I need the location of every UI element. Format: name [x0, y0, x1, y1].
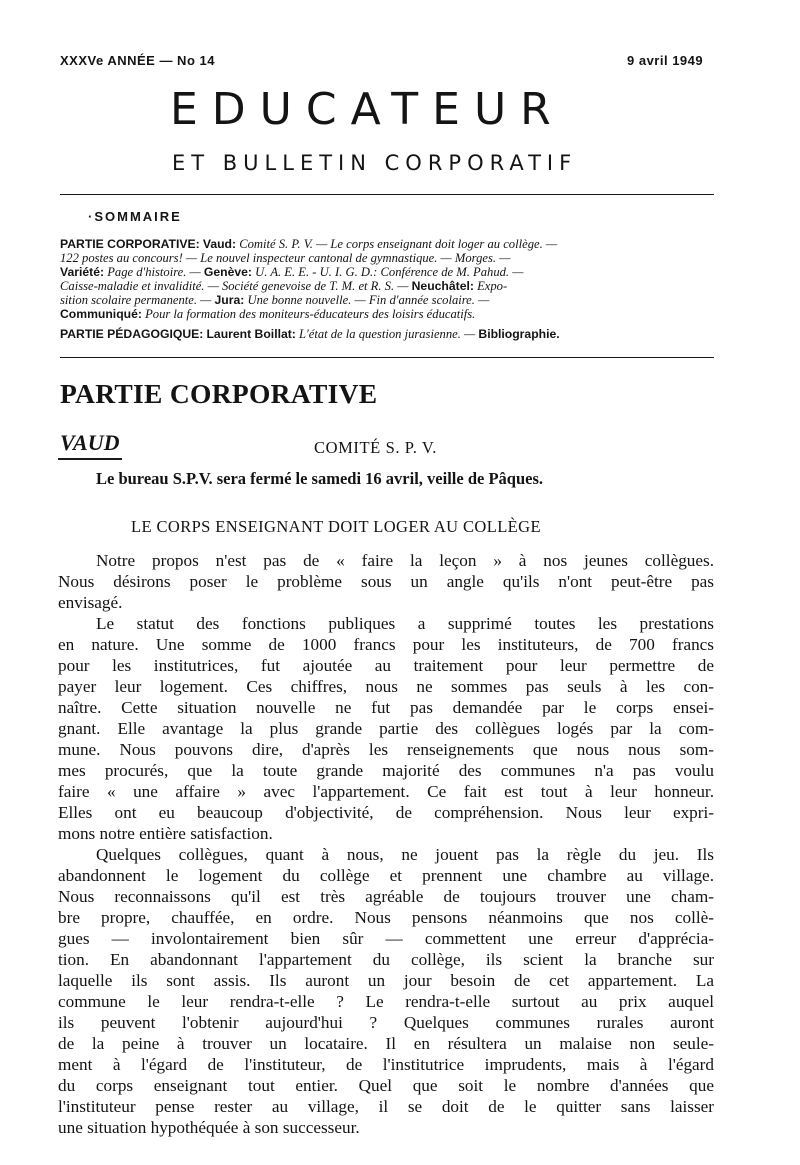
summary-line: 122 postes au concours! — Le nouvel inspecteur cantonal de gymnastique. — Morges. —	[60, 251, 511, 265]
article-line: commune le leur rendra-t-elle ? Le rendra-t-elle surtout au prix auquel	[58, 992, 714, 1011]
article-line: ils peuvent l'obtenir aujourd'hui ? Quelques communes rurales auront	[58, 1013, 714, 1032]
article-line: Nous désirons poser le problème sous un angle qu'ils n'ont peut-être pas	[58, 572, 714, 591]
article-line: une situation hypothéquée à son successeur.	[58, 1118, 360, 1137]
notice-text: Le bureau S.P.V. sera fermé le samedi 16 avril, veille de Pâques.	[96, 469, 543, 488]
article-title: LE CORPS ENSEIGNANT DOIT LOGER AU COLLÈGE	[131, 517, 541, 536]
article-line: laquelle ils sont assis. Ils auront un jour besoin de cet appartement. La	[58, 971, 714, 990]
issue-date: 9 avril 1949	[627, 53, 704, 68]
article-line: gnant. Elle avantage la plus grande partie des collègues logés par la com-	[58, 719, 714, 738]
article-line: mons notre entière satisfaction.	[58, 824, 273, 843]
summary-line: sition scolaire permanente. — Jura: Une bonne nouvelle. — Fin d'année scolaire. —	[60, 293, 490, 307]
article-line: Le statut des fonctions publiques a supprimé toutes les prestations	[96, 614, 714, 633]
masthead-rule	[60, 194, 714, 195]
article-line: en nature. Une somme de 1000 francs pour les instituteurs, de 700 francs	[58, 635, 714, 654]
article-line: mune. Nous pouvons dire, d'après les renseignements que nous nous som-	[58, 740, 714, 759]
article-line: envisagé.	[58, 593, 123, 612]
summary-line: PARTIE PÉDAGOGIQUE: Laurent Boillat: L'état de la question jurasienne. — Bibliographie.	[60, 327, 560, 341]
article-line: pour les institutrices, fut ajoutée au traitement pour leur permettre de	[58, 656, 714, 675]
article-line: payer leur logement. Ces chiffres, nous ne sommes pas seuls à les con-	[58, 677, 714, 696]
article-line: de la peine à trouver un locataire. Il en résultera un malaise non seule-	[58, 1034, 714, 1053]
article-line: Quelques collègues, quant à nous, ne jouent pas la règle du jeu. Ils	[96, 845, 714, 864]
article-line: bre propre, chauffée, en ordre. Nous pensons néanmoins que nos collè-	[58, 908, 714, 927]
article-line: Nous reconnaissons qu'il est très agréable de toujours trouver une cham-	[58, 887, 714, 906]
summary-rule	[60, 357, 714, 358]
masthead-title: EDUCATEUR	[170, 84, 565, 135]
article-line: mes procurés, que la toute grande majorité des communes n'a pas voulu	[58, 761, 714, 780]
summary-line: Communiqué: Pour la formation des moniteurs-éducateurs des loisirs éducatifs.	[60, 307, 476, 321]
issue-number: XXXVe ANNÉE — No 14	[60, 53, 215, 68]
article-line: tion. En abandonnant l'appartement du collège, ils scient la branche sur	[58, 950, 714, 969]
article-line: faire « une affaire » avec l'appartement. Ce fait est tout à leur honneur.	[58, 782, 714, 801]
summary-heading: ·SOMMAIRE	[88, 209, 182, 224]
article-line: Notre propos n'est pas de « faire la leçon » à nos jeunes collègues.	[96, 551, 714, 570]
article-line: gues — involontairement bien sûr — commettent une erreur d'apprécia-	[58, 929, 714, 948]
section-title: PARTIE CORPORATIVE	[60, 378, 378, 409]
article-line: ment à l'égard de l'instituteur, de l'institutrice imprudents, mais à l'égard	[58, 1055, 714, 1074]
article-line: abandonnent le logement du collège et prennent une chambre au village.	[58, 866, 714, 885]
region-heading: VAUD	[60, 430, 120, 455]
masthead-subtitle: ET BULLETIN CORPORATIF	[172, 151, 578, 175]
summary-line: Variété: Page d'histoire. — Genève: U. A. E. E. - U. I. G. D.: Conférence de M. Pahud. —	[60, 265, 524, 279]
article-line: Elles ont eu beaucoup d'objectivité, de compréhension. Nous leur expri-	[58, 803, 714, 822]
article-line: du corps enseignant tout entier. Quel que soit le nombre d'années que	[58, 1076, 714, 1095]
article-line: l'instituteur pense rester au village, il se doit de le quitter sans laisser	[58, 1097, 714, 1116]
article-line: naître. Cette situation nouvelle ne fut pas demandée par le corps ensei-	[58, 698, 714, 717]
summary-line: PARTIE CORPORATIVE: Vaud: Comité S. P. V. — Le corps enseignant doit loger au collège. —	[60, 237, 558, 251]
committee-heading: COMITÉ S. P. V.	[314, 438, 438, 457]
summary-line: Caisse-maladie et invalidité. — Société genevoise de T. M. et R. S. — Neuchâtel: Expo-	[60, 279, 508, 293]
region-underline	[58, 458, 122, 460]
